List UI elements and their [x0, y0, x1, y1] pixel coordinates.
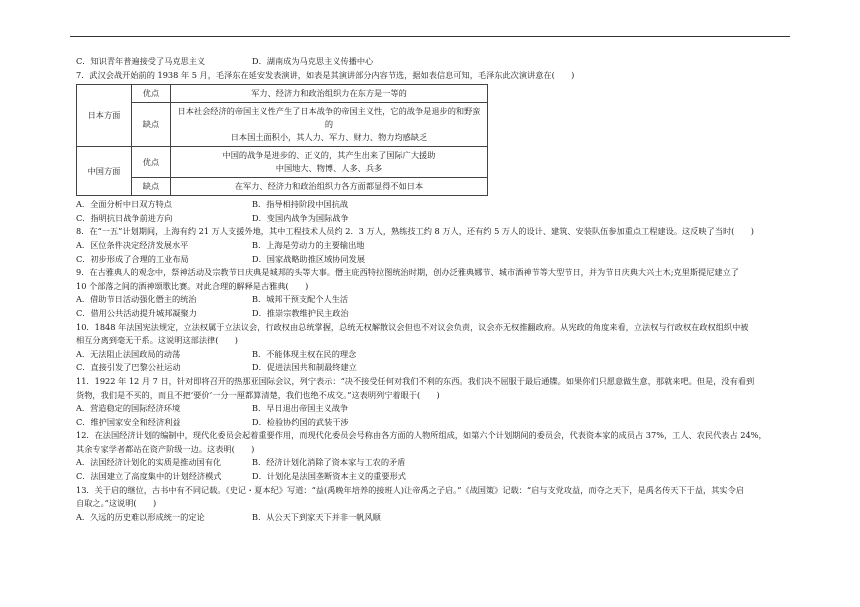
china-side-label: 中国方面 — [77, 147, 132, 196]
option-d: D．湖南成为马克思主义传播中心 — [252, 56, 374, 66]
q9-options-ab — [76, 293, 788, 307]
option-a: A．法国经济计划化的实质是推动国有化 — [76, 457, 222, 468]
china-adv-line1: 中国的战争是进步的、正义的，其产生出来了国际广大援助 — [222, 150, 436, 161]
q7-options-ab — [76, 198, 788, 212]
header-rule — [70, 36, 790, 37]
option-d: D．推崇宗教维护民主政治 — [252, 307, 349, 318]
option-d: D．计划化是法国垄断资本主义的重要形式 — [252, 471, 406, 482]
option-b: B．早日退出帝国主义战争 — [252, 403, 349, 414]
option-b: B．指导相持阶段中国抗战 — [252, 199, 349, 210]
china-adv-line2: 中国地大、物博、人多、兵多 — [275, 163, 383, 174]
china-dis-cell: 在军力、经济力和政治组织力各方面都显得不如日本 — [171, 178, 488, 196]
q13-stem-line1: 13．关于启的继位，古书中有不同记载。《史记・夏本纪》写道：“益(禹晚年培养的接班人)让帝禹之子启。”《战国策》记载：“启与支党攻益，而夺之天下，是禹名传天下于益，其实令启 — [76, 484, 744, 495]
q6-options-cd — [76, 55, 788, 69]
q7-table — [76, 84, 488, 196]
q11-options-ab — [76, 402, 788, 416]
q8-options-ab — [76, 239, 788, 253]
option-b: B．经济计划化消除了资本家与工农的矛盾 — [252, 457, 406, 468]
option-a: A．营造稳定的国际经济环境 — [76, 403, 181, 414]
q13-options-ab — [76, 511, 788, 525]
option-b: B．上海是劳动力的主要输出地 — [252, 239, 365, 250]
q10-stem-line2: 相互分离到毫无干系。这说明这部法律( ) — [76, 335, 238, 346]
japan-adv-label: 优点 — [132, 85, 171, 103]
japan-dis-line1: 日本社会经济的帝国主义性产生了日本战争的帝国主义性，它的战争是退步的和野蛮的 — [177, 106, 481, 130]
q8-options-cd — [76, 253, 788, 267]
option-c: C．初步形成了合理的工业布局 — [76, 253, 189, 264]
japan-dis-label: 缺点 — [132, 103, 171, 147]
option-d: D．促进法国共和制最终建立 — [252, 362, 357, 373]
exam-page — [76, 55, 788, 524]
option-a: A．区位条件决定经济发展水平 — [76, 239, 189, 250]
china-adv-label: 优点 — [132, 147, 171, 178]
option-a: A．全面分析中日双方特点 — [76, 199, 172, 210]
q12-stem-line1: 12．在法国经济计划的编制中，现代化委员会起着重要作用，而现代化委员会号称由各方面的人物所组成，如第六个计划期间的委员会，代表资本家的成员占 37%，工人、农民代表占 24%， — [76, 430, 767, 441]
option-b: B．不能体现主权在民的理念 — [252, 348, 357, 359]
japan-side-label: 日本方面 — [77, 85, 132, 147]
q10-stem-line1: 10．1848 年法国宪法规定，立法权属于立法议会，行政权由总统掌握，总统无权解散议会但也不对议会负责，议会亦无权推翻政府。从宪政的角度来看，立法权与行政权在政权组织中被 — [76, 321, 749, 332]
option-a: A．无法阻止法国政局的动荡 — [76, 348, 181, 359]
china-adv-cell — [171, 147, 488, 178]
q7-stem: 7．武汉会战开始前的 1938 年 5 月，毛泽东在延安发表演讲，如表是其演讲部分内容节选，据如表信息可知，毛泽东此次演讲意在( ) — [76, 69, 575, 80]
q12-stem-line2: 其余专家学者都站在资产阶级一边。这表明( ) — [76, 443, 255, 454]
option-c: C．维护国家安全和经济利益 — [76, 416, 181, 427]
q10-options-ab — [76, 348, 788, 362]
q12-options-ab — [76, 456, 788, 470]
q11-stem-line1: 11．1922 年 12 月 7 日，针对即将召开的热那亚国际会议，列宁表示：“决不接受任何对我们不利的东西。我们决不屈服于最后通牒。如果你们只愿意做生意，那就来吧。但是，没有看到 — [76, 375, 755, 386]
q11-stem-line2: 货物，我们是不买的，而且不把‘要价’一分一厘都算清楚，我们也绝不成交。”这表明列宁着眼于( ) — [76, 389, 440, 400]
option-a: A．久远的历史难以形成统一的定论 — [76, 511, 205, 522]
q13-stem-line2: 自取之。”这说明( ) — [76, 498, 157, 509]
option-d: D．变国内战争为国际战争 — [252, 212, 349, 223]
option-c: C．借用公共活动提升城邦凝聚力 — [76, 307, 197, 318]
q10-options-cd — [76, 361, 788, 375]
q9-stem-line1: 9．在古雅典人的观念中，祭神活动及宗教节日庆典是城邦的头等大事。僭主庇西特拉图统治时期，创办泛雅典娜节、城市酒神节等大型节日，并为节日庆典大兴土木;克里斯提尼建立了 — [76, 267, 739, 278]
option-c: C．知识青年普遍接受了马克思主义 — [76, 56, 206, 66]
q9-options-cd — [76, 307, 788, 321]
option-d: D．检验协约国的武装干涉 — [252, 416, 349, 427]
q8-stem: 8．在“一五”计划期间，上海有约 21 万人支援外地，其中工程技术人员约 2．3 万人，熟练技工约 8 万人，还有约 5 万人的设计、建筑、安装队伍参加重点工程建设。这反映了当时( ) — [76, 226, 754, 237]
q12-options-cd — [76, 470, 788, 484]
q7-options-cd — [76, 212, 788, 226]
china-dis-label: 缺点 — [132, 178, 171, 196]
q11-options-cd — [76, 416, 788, 430]
japan-adv-cell: 军力、经济力和政治组织力在东方是一等的 — [171, 85, 488, 103]
option-b: B．从公天下到家天下并非一帆风顺 — [252, 511, 381, 522]
option-b: B．城邦干预支配个人生活 — [252, 294, 349, 305]
q9-stem-line2: 10 个部落之间的酒神颂歌比赛。对此合理的解释是古雅典( ) — [76, 280, 309, 291]
option-a: A．借助节日活动强化僭主的统治 — [76, 294, 197, 305]
option-c: C．法国建立了高度集中的计划经济模式 — [76, 471, 222, 482]
japan-dis-line2: 日本国土面积小，其人力、军力、财力、物力均感缺乏 — [230, 132, 428, 143]
japan-dis-cell — [171, 103, 488, 147]
option-c: C．指明抗日战争前进方向 — [76, 212, 173, 223]
option-d: D．国家战略助推区域协同发展 — [252, 253, 366, 264]
option-c: C．直接引发了巴黎公社运动 — [76, 362, 181, 373]
